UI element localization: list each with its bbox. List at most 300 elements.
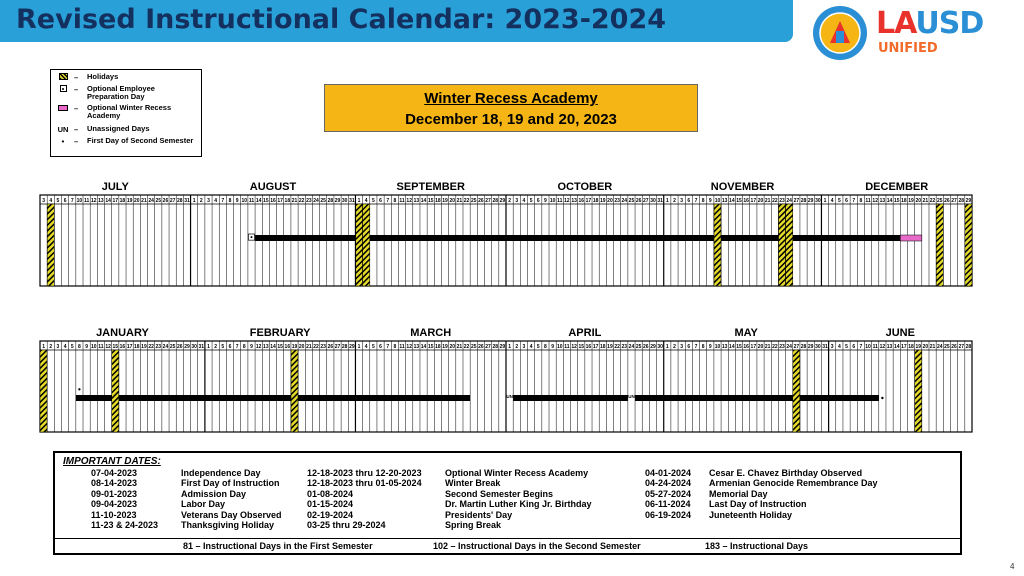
day-number: 4 bbox=[837, 344, 841, 350]
day-number: 14 bbox=[420, 198, 427, 204]
day-number: 15 bbox=[736, 198, 742, 204]
day-number: 27 bbox=[485, 198, 491, 204]
day-number: 3 bbox=[680, 198, 684, 204]
day-number: 26 bbox=[635, 198, 642, 204]
day-number: 5 bbox=[837, 198, 841, 204]
day-number: 10 bbox=[241, 198, 248, 204]
day-number: 6 bbox=[852, 344, 856, 350]
day-number: 17 bbox=[901, 344, 907, 350]
logo-la: LA bbox=[876, 6, 916, 41]
day-number: 17 bbox=[126, 344, 133, 350]
day-number: 1 bbox=[665, 198, 669, 204]
day-number: 22 bbox=[463, 344, 470, 350]
important-date-name: Admission Day bbox=[181, 488, 247, 499]
day-number: 10 bbox=[76, 198, 83, 204]
day-number: 21 bbox=[922, 198, 929, 204]
prep-day-dot bbox=[250, 236, 252, 238]
day-number: 29 bbox=[499, 198, 506, 204]
important-date-name: Last Day of Instruction bbox=[709, 499, 807, 510]
important-date-name: Independence Day bbox=[181, 468, 261, 478]
day-number: 12 bbox=[406, 344, 412, 350]
day-number: 10 bbox=[549, 198, 556, 204]
instructional-totals bbox=[55, 538, 960, 554]
day-number: 28 bbox=[800, 344, 807, 350]
day-number: 5 bbox=[529, 198, 533, 204]
important-date-row bbox=[91, 510, 321, 520]
day-number: 18 bbox=[284, 198, 291, 204]
important-dates bbox=[53, 451, 962, 555]
logo-subtitle: UNIFIED bbox=[878, 41, 938, 56]
day-number: 27 bbox=[643, 198, 649, 204]
important-date-name: Memorial Day bbox=[709, 488, 768, 499]
important-date-name: Dr. Martin Luther King Jr. Birthday bbox=[445, 499, 592, 510]
month-label: MARCH bbox=[410, 327, 452, 339]
day-number: 22 bbox=[313, 344, 319, 350]
important-date-value: 01-08-2024 bbox=[307, 488, 354, 499]
day-number: 29 bbox=[349, 344, 355, 350]
day-number: 19 bbox=[141, 344, 147, 350]
day-number: 2 bbox=[214, 344, 218, 350]
dates-column-3 bbox=[645, 468, 955, 520]
day-number: 15 bbox=[263, 198, 269, 204]
important-date-row bbox=[91, 478, 321, 488]
day-number: 31 bbox=[657, 198, 663, 204]
day-number: 10 bbox=[714, 198, 721, 204]
day-number: 8 bbox=[393, 198, 397, 204]
day-number: 31 bbox=[184, 198, 190, 204]
day-number: 29 bbox=[807, 344, 814, 350]
day-number: 12 bbox=[406, 198, 412, 204]
instruction-bar bbox=[635, 395, 793, 401]
day-number: 8 bbox=[78, 344, 81, 350]
day-number: 15 bbox=[427, 198, 434, 204]
day-number: 12 bbox=[90, 198, 97, 204]
day-number: 7 bbox=[386, 198, 390, 204]
month-label: APRIL bbox=[568, 327, 602, 339]
month-label: NOVEMBER bbox=[710, 181, 775, 193]
day-number: 24 bbox=[936, 344, 943, 350]
day-number: 1 bbox=[823, 198, 827, 204]
day-number: 29 bbox=[184, 344, 190, 350]
day-number: 28 bbox=[177, 198, 183, 204]
day-number: 22 bbox=[148, 344, 154, 350]
day-number: 19 bbox=[442, 198, 448, 204]
day-number: 13 bbox=[879, 198, 886, 204]
day-number: 31 bbox=[349, 198, 355, 204]
day-number: 23 bbox=[779, 198, 785, 204]
important-date-value: 07-04-2023 bbox=[91, 468, 138, 478]
month-label: SEPTEMBER bbox=[396, 181, 465, 193]
day-number: 10 bbox=[714, 344, 721, 350]
day-number: 14 bbox=[886, 198, 893, 204]
day-number: 6 bbox=[845, 198, 848, 204]
day-number: 1 bbox=[42, 344, 45, 350]
day-number: 13 bbox=[886, 344, 893, 350]
day-number: 27 bbox=[958, 344, 965, 350]
day-number: 19 bbox=[600, 198, 606, 204]
day-number: 27 bbox=[793, 198, 800, 204]
day-number: 8 bbox=[544, 344, 547, 350]
important-date-value: 11-23 & 24-2023 bbox=[91, 519, 159, 530]
instruction-bar bbox=[513, 395, 628, 401]
day-number: 30 bbox=[657, 344, 663, 350]
day-number: 17 bbox=[277, 198, 283, 204]
day-number: 28 bbox=[492, 344, 499, 350]
day-number: 20 bbox=[134, 198, 140, 204]
day-number: 31 bbox=[822, 344, 828, 350]
day-number: 18 bbox=[600, 344, 606, 350]
day-number: 2 bbox=[508, 198, 511, 204]
day-number: 5 bbox=[70, 344, 74, 350]
dates-column-2 bbox=[307, 468, 637, 530]
important-date-row bbox=[645, 499, 955, 509]
day-number: 16 bbox=[743, 198, 749, 204]
important-date-name: Labor Day bbox=[181, 499, 226, 510]
day-number: 1 bbox=[665, 344, 669, 350]
day-number: 30 bbox=[341, 198, 348, 204]
day-number: 17 bbox=[592, 344, 599, 350]
day-number: 6 bbox=[379, 344, 382, 350]
day-number: 1 bbox=[357, 344, 361, 350]
important-date-name: Armenian Genocide Remembrance Day bbox=[709, 478, 878, 489]
day-number: 19 bbox=[908, 198, 914, 204]
day-number: 6 bbox=[687, 344, 691, 350]
day-number: 7 bbox=[235, 344, 239, 350]
day-number: 24 bbox=[621, 198, 628, 204]
day-number: 3 bbox=[56, 344, 60, 350]
day-number: 11 bbox=[557, 198, 563, 204]
unassigned-label: UN bbox=[757, 234, 764, 239]
important-date-value: 12-18-2023 thru 01-05-2024 bbox=[307, 478, 422, 489]
day-number: 21 bbox=[764, 344, 771, 350]
day-number: 19 bbox=[915, 344, 922, 350]
important-date-row bbox=[645, 510, 955, 520]
day-number: 9 bbox=[544, 198, 547, 204]
recess-title: Winter Recess Academy bbox=[424, 90, 598, 107]
day-number: 7 bbox=[694, 198, 698, 204]
logo-usd: USD bbox=[915, 6, 984, 41]
day-number: 6 bbox=[228, 344, 232, 350]
day-number: 20 bbox=[757, 344, 764, 350]
day-number: 3 bbox=[680, 344, 684, 350]
day-number: 13 bbox=[571, 198, 577, 204]
day-number: 16 bbox=[284, 344, 291, 350]
holiday-cell bbox=[786, 204, 793, 286]
day-number: 25 bbox=[320, 198, 326, 204]
day-number: 20 bbox=[449, 344, 456, 350]
day-number: 21 bbox=[141, 198, 147, 204]
important-date-name: Cesar E. Chavez Birthday Observed bbox=[709, 468, 863, 478]
instruction-bar bbox=[793, 235, 901, 241]
day-number: 9 bbox=[85, 344, 88, 350]
day-number: 11 bbox=[399, 344, 405, 350]
important-date-row bbox=[91, 468, 321, 478]
day-number: 18 bbox=[908, 344, 914, 350]
day-number: 1 bbox=[192, 198, 196, 204]
day-number: 27 bbox=[793, 344, 800, 350]
day-number: 25 bbox=[936, 198, 943, 204]
day-number: 13 bbox=[721, 344, 728, 350]
day-number: 10 bbox=[865, 344, 871, 350]
day-number: 22 bbox=[463, 198, 470, 204]
day-number: 22 bbox=[772, 344, 778, 350]
important-date-value: 01-15-2024 bbox=[307, 499, 354, 510]
day-number: 22 bbox=[614, 344, 620, 350]
important-date-value: 09-04-2023 bbox=[91, 499, 138, 510]
important-date-name: Optional Winter Recess Academy bbox=[445, 468, 589, 478]
total-first-semester: 81 – Instructional Days in the First Semester bbox=[183, 541, 373, 551]
day-number: 17 bbox=[585, 198, 592, 204]
important-date-row bbox=[307, 468, 637, 478]
day-number: 24 bbox=[628, 344, 635, 350]
day-number: 19 bbox=[442, 344, 448, 350]
day-number: 20 bbox=[298, 344, 305, 350]
day-number: 14 bbox=[255, 198, 262, 204]
day-number: 24 bbox=[786, 344, 792, 350]
day-number: 23 bbox=[320, 344, 326, 350]
important-date-name: Juneteenth Holiday bbox=[709, 509, 793, 520]
holiday-cell bbox=[965, 204, 972, 286]
month-label: AUGUST bbox=[249, 181, 297, 193]
day-number: 26 bbox=[478, 198, 484, 204]
day-number: 20 bbox=[915, 198, 922, 204]
day-number: 11 bbox=[248, 198, 255, 204]
month-label: JANUARY bbox=[96, 327, 149, 339]
day-number: 20 bbox=[757, 198, 764, 204]
day-number: 14 bbox=[105, 198, 111, 204]
day-number: 17 bbox=[750, 344, 757, 350]
holiday-cell bbox=[355, 204, 362, 286]
day-number: 16 bbox=[585, 344, 592, 350]
day-number: 25 bbox=[944, 344, 950, 350]
day-number: 1 bbox=[357, 198, 361, 204]
total-year: 183 – Instructional Days bbox=[705, 541, 809, 551]
important-date-name: First Day of Instruction bbox=[181, 478, 280, 489]
day-number: 11 bbox=[564, 344, 570, 350]
unassigned-label: UN bbox=[764, 234, 771, 239]
day-number: 23 bbox=[155, 344, 162, 350]
day-number: 8 bbox=[393, 344, 397, 350]
day-number: 27 bbox=[334, 344, 341, 350]
day-number: 5 bbox=[56, 198, 60, 204]
day-number: 8 bbox=[859, 198, 863, 204]
important-date-row bbox=[307, 478, 637, 488]
day-number: 23 bbox=[779, 344, 785, 350]
day-number: 21 bbox=[456, 344, 463, 350]
day-number: 28 bbox=[492, 198, 499, 204]
day-number: 18 bbox=[901, 198, 907, 204]
day-number: 7 bbox=[70, 198, 74, 204]
day-number: 7 bbox=[386, 344, 390, 350]
important-date-name: Veterans Day Observed bbox=[181, 509, 282, 520]
instruction-bar bbox=[119, 395, 291, 401]
day-number: 14 bbox=[270, 344, 276, 350]
day-number: 6 bbox=[687, 198, 691, 204]
important-date-value: 12-18-2023 thru 12-20-2023 bbox=[307, 468, 422, 478]
holiday-cell bbox=[112, 350, 119, 432]
day-number: 4 bbox=[63, 344, 67, 350]
day-number: 26 bbox=[162, 198, 169, 204]
important-date-value: 08-14-2023 bbox=[91, 478, 138, 489]
important-date-value: 05-27-2024 bbox=[645, 488, 692, 499]
day-number: 11 bbox=[98, 344, 104, 350]
day-number: 28 bbox=[965, 344, 972, 350]
day-number: 24 bbox=[313, 198, 319, 204]
day-number: 22 bbox=[298, 198, 305, 204]
important-date-name: Thanksgiving Holiday bbox=[181, 519, 275, 530]
day-number: 28 bbox=[341, 344, 348, 350]
day-number: 11 bbox=[399, 198, 405, 204]
day-number: 22 bbox=[929, 198, 936, 204]
day-number: 25 bbox=[470, 198, 477, 204]
day-number: 10 bbox=[556, 344, 563, 350]
day-number: 9 bbox=[708, 198, 712, 204]
day-number: 26 bbox=[951, 344, 957, 350]
day-number: 8 bbox=[701, 198, 705, 204]
day-number: 25 bbox=[169, 344, 176, 350]
day-number: 4 bbox=[214, 198, 218, 204]
day-number: 29 bbox=[965, 198, 972, 204]
day-number: 30 bbox=[650, 198, 656, 204]
day-number: 12 bbox=[879, 344, 886, 350]
important-date-value: 06-11-2024 bbox=[645, 499, 691, 510]
important-date-value: 06-19-2024 bbox=[645, 509, 692, 520]
day-number: 16 bbox=[743, 344, 749, 350]
day-number: 15 bbox=[736, 344, 742, 350]
day-number: 1 bbox=[508, 344, 511, 350]
day-number: 11 bbox=[83, 198, 90, 204]
day-number: 15 bbox=[112, 344, 119, 350]
page-number: 4 bbox=[1010, 562, 1015, 571]
important-date-row bbox=[307, 489, 637, 499]
day-number: 18 bbox=[119, 198, 126, 204]
day-number: 18 bbox=[435, 198, 441, 204]
month-label: JULY bbox=[101, 181, 129, 193]
holiday-cell bbox=[714, 204, 721, 286]
day-number: 14 bbox=[420, 344, 427, 350]
day-number: 28 bbox=[958, 198, 965, 204]
day-number: 29 bbox=[334, 198, 341, 204]
instruction-bar bbox=[255, 235, 355, 241]
winter-academy-cells bbox=[900, 235, 922, 241]
day-number: 30 bbox=[815, 198, 821, 204]
day-number: 23 bbox=[621, 344, 628, 350]
day-number: 4 bbox=[364, 344, 368, 350]
day-number: 24 bbox=[162, 344, 169, 350]
important-date-value: 11-10-2023 bbox=[91, 509, 137, 520]
day-number: 5 bbox=[845, 344, 848, 350]
important-date-row bbox=[91, 520, 321, 530]
day-number: 12 bbox=[571, 344, 577, 350]
day-number: 26 bbox=[643, 344, 649, 350]
day-number: 4 bbox=[49, 198, 53, 204]
day-number: 24 bbox=[148, 198, 154, 204]
day-number: 12 bbox=[564, 198, 570, 204]
day-number: 11 bbox=[865, 198, 871, 204]
day-number: 3 bbox=[207, 198, 210, 204]
important-date-row bbox=[307, 510, 637, 520]
unassigned-label: UN bbox=[470, 234, 477, 239]
day-number: 29 bbox=[807, 198, 814, 204]
day-number: 15 bbox=[893, 198, 900, 204]
day-number: 29 bbox=[499, 344, 506, 350]
day-number: 7 bbox=[694, 344, 698, 350]
day-number: 7 bbox=[221, 198, 225, 204]
day-number: 23 bbox=[306, 198, 312, 204]
important-date-value: 03-25 thru 29-2024 bbox=[307, 519, 386, 530]
day-number: 19 bbox=[607, 344, 613, 350]
month-label: MAY bbox=[734, 327, 758, 339]
day-number: 6 bbox=[536, 198, 540, 204]
day-number: 21 bbox=[764, 198, 771, 204]
day-number: 23 bbox=[614, 198, 620, 204]
day-number: 9 bbox=[708, 344, 712, 350]
important-date-value: 04-01-2024 bbox=[645, 468, 692, 478]
important-date-row bbox=[91, 499, 321, 509]
day-number: 8 bbox=[228, 198, 232, 204]
day-number: 16 bbox=[119, 344, 126, 350]
day-number: 16 bbox=[578, 198, 585, 204]
holiday-cell bbox=[778, 204, 785, 286]
month-label: FEBRUARY bbox=[249, 327, 311, 339]
day-number: 26 bbox=[177, 344, 183, 350]
page-title: Revised Instructional Calendar: 2023-2024 bbox=[16, 4, 667, 35]
second-semester-dot: • bbox=[78, 385, 81, 394]
instruction-bar bbox=[76, 395, 112, 401]
day-number: 13 bbox=[413, 344, 420, 350]
holiday-cell bbox=[936, 204, 943, 286]
important-date-value: 09-01-2023 bbox=[91, 488, 138, 499]
day-number: 20 bbox=[449, 198, 456, 204]
day-number: 4 bbox=[830, 198, 834, 204]
day-number: 10 bbox=[90, 344, 97, 350]
day-number: 6 bbox=[63, 198, 67, 204]
day-number: 4 bbox=[364, 198, 368, 204]
holiday-cell bbox=[47, 204, 54, 286]
holiday-cell bbox=[363, 204, 370, 286]
day-number: 21 bbox=[306, 344, 312, 350]
day-number: 4 bbox=[522, 198, 526, 204]
day-number: 15 bbox=[427, 344, 434, 350]
day-number: 14 bbox=[729, 198, 735, 204]
important-date-row bbox=[307, 520, 637, 530]
day-number: 7 bbox=[852, 198, 856, 204]
day-number: 28 bbox=[800, 198, 807, 204]
day-number: 30 bbox=[815, 344, 821, 350]
day-number: 31 bbox=[198, 344, 205, 350]
day-number: 12 bbox=[255, 344, 262, 350]
instruction-bar bbox=[370, 235, 714, 241]
day-number: 1 bbox=[207, 344, 210, 350]
day-number: 28 bbox=[327, 198, 334, 204]
day-number: 13 bbox=[263, 344, 269, 350]
unassigned-label: UN bbox=[771, 234, 779, 239]
important-date-row bbox=[645, 468, 955, 478]
unassigned-label: UN bbox=[506, 394, 513, 399]
day-number: 3 bbox=[522, 344, 526, 350]
day-number: 18 bbox=[592, 198, 599, 204]
legend: – Holidays – Optional Employee Preparation Day – Optional Winter Recess Academy UN – Unassigned Days • – First Day of Second Semester bbox=[50, 69, 202, 157]
day-number: 16 bbox=[270, 198, 276, 204]
day-number: 13 bbox=[98, 198, 104, 204]
day-number: 19 bbox=[126, 198, 133, 204]
day-number: 3 bbox=[830, 344, 834, 350]
day-number: 11 bbox=[872, 344, 878, 350]
day-number: 18 bbox=[435, 344, 441, 350]
day-number: 17 bbox=[112, 198, 119, 204]
day-number: 2 bbox=[673, 344, 676, 350]
day-number: 21 bbox=[456, 198, 463, 204]
